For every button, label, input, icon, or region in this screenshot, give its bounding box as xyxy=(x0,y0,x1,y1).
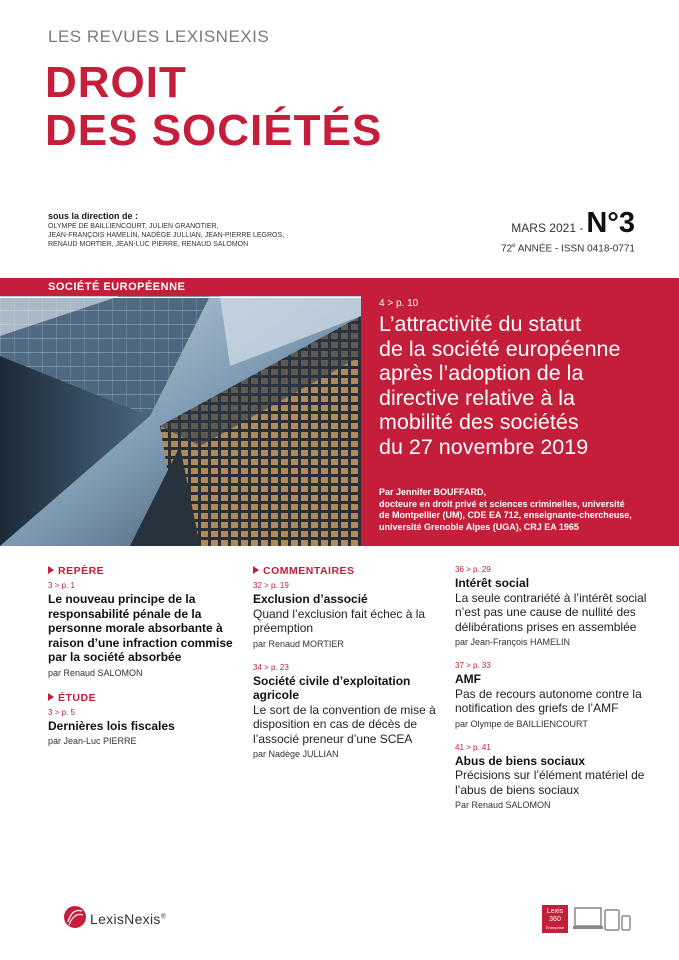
page-ref: 41 > p. 41 xyxy=(455,742,491,752)
item-heading: AMF xyxy=(455,672,481,686)
cover-photo xyxy=(0,296,361,546)
badge-line: Entreprise xyxy=(545,925,565,930)
toc-item[interactable] xyxy=(253,581,443,649)
year-superscript: e xyxy=(512,243,516,249)
item-heading: Abus de biens sociaux xyxy=(455,753,586,768)
devices-graphic xyxy=(573,906,633,932)
item-description: La seule contrariété à l’intérêt social n’est pas une cause de nullité des délibérations prises en assemblée xyxy=(455,590,647,634)
feature-title-line: de la société européenne xyxy=(379,336,621,361)
page-ref: 3 > p. 5 xyxy=(48,707,75,717)
triangle-bullet-icon xyxy=(48,693,54,701)
skyscrapers-image xyxy=(0,296,361,546)
year-number: 72 xyxy=(501,243,513,255)
item-description: Précisions sur l’élément matériel de l’abus de biens sociaux xyxy=(455,768,645,797)
author-line: docteure en droit privé et sciences criminelles, université xyxy=(379,498,625,509)
item-heading: Société civile d’exploitation agricole xyxy=(253,673,411,702)
year-rest: ANNÉE - ISSN 0418-0771 xyxy=(515,243,635,255)
journal-title-line1: DROIT xyxy=(45,58,187,107)
editors-list xyxy=(48,222,298,249)
item-heading: Dernières lois fiscales xyxy=(48,718,175,733)
author-line: de Montpellier (UM), CDE EA 712, enseignante-chercheuse, xyxy=(379,510,632,520)
page-ref: 3 > p. 1 xyxy=(48,581,75,590)
issue-number: N°3 xyxy=(586,207,635,239)
devices-icon xyxy=(573,906,633,937)
item-description: Quand l’exclusion fait échec à la préemption xyxy=(253,606,426,635)
item-author: Par Renaud SALOMON xyxy=(455,800,551,810)
item-author: par Renaud MORTIER xyxy=(253,638,344,649)
triangle-bullet-icon xyxy=(48,566,54,574)
page-ref: 34 > p. 23 xyxy=(253,662,289,672)
category-etude xyxy=(48,692,238,704)
category-commentaires xyxy=(253,565,443,577)
toc-item[interactable] xyxy=(455,565,655,647)
item-description: Pas de recours autonome contre la notification des griefs de l’AMF xyxy=(455,686,642,715)
toc-item[interactable] xyxy=(455,743,655,811)
badge-line: Lexis xyxy=(546,908,564,915)
triangle-bullet-icon xyxy=(253,566,259,574)
toc-item[interactable] xyxy=(455,661,655,729)
feature-page-ref[interactable]: 4 > p. 10 xyxy=(379,298,419,309)
column-middle xyxy=(253,565,443,773)
item-author: par Jean-Luc PIERRE xyxy=(48,736,137,746)
item-description: Le sort de la convention de mise à disposition en cas de décès de l’associé preneur d’une SCEA xyxy=(253,702,436,746)
lexis360-badge xyxy=(542,905,568,933)
feature-title[interactable] xyxy=(379,312,669,459)
item-author: par Renaud SALOMON xyxy=(48,667,143,678)
item-heading: Le nouveau principe de la responsabilité pénale de la personne morale absorbante à raison d’une infraction commise par la société absorbée xyxy=(48,592,233,664)
author-line: Par Jennifer BOUFFARD, xyxy=(379,487,487,497)
item-author: par Nadège JULLIAN xyxy=(253,749,339,759)
page-ref: 36 > p. 29 xyxy=(455,565,491,574)
toc-item[interactable] xyxy=(253,663,443,760)
feature-title-line: directive relative à la xyxy=(379,385,575,410)
column-right xyxy=(455,565,655,824)
author-line: université Grenoble Alpes (UGA), CRJ EA 1965 xyxy=(379,521,579,532)
journal-title-line2: DES SOCIÉTÉS xyxy=(45,106,383,155)
lexisnexis-emblem xyxy=(63,904,87,930)
category-label: COMMENTAIRES xyxy=(263,565,355,577)
feature-title-line: L’attractivité du statut xyxy=(379,312,581,336)
category-repere xyxy=(48,565,238,577)
direction-label: sous la direction de : xyxy=(48,211,139,221)
badge-line: 360 xyxy=(549,916,561,923)
publisher-name xyxy=(90,911,166,927)
item-heading: Intérêt social xyxy=(455,576,530,590)
toc-item[interactable] xyxy=(48,708,238,747)
item-heading: Exclusion d’associé xyxy=(253,592,368,606)
editors-line: JEAN-FRANÇOIS HAMELIN, NADÈGE JULLIAN, JEAN-PIERRE LEGROS, xyxy=(48,232,285,239)
page-ref: 37 > p. 33 xyxy=(455,661,491,670)
feature-title-line: mobilité des sociétés xyxy=(379,410,579,434)
item-author: par Olympe de BAILLIENCOURT xyxy=(455,718,588,729)
lexisnexis-logo-icon xyxy=(63,904,87,935)
registered-mark: ® xyxy=(160,913,167,921)
column-left xyxy=(48,565,238,760)
item-author: par Jean-François HAMELIN xyxy=(455,637,571,647)
feature-author xyxy=(379,487,664,533)
page-ref: 32 > p. 19 xyxy=(253,581,289,590)
series-name: LES REVUES LEXISNEXIS xyxy=(48,27,270,46)
issue-year-issn xyxy=(501,243,635,254)
toc-item[interactable] xyxy=(48,581,238,678)
editors-line: OLYMPE DE BAILLIENCOURT, JULIEN GRANOTIER, xyxy=(48,223,219,230)
editors-line: RENAUD MORTIER, JEAN-LUC PIERRE, RENAUD SALOMON xyxy=(48,241,249,248)
category-label: REPÈRE xyxy=(58,565,105,577)
issue-date: MARS 2021 - xyxy=(511,221,584,235)
feature-title-line: après l’adoption de la xyxy=(379,361,584,385)
logo-text: LexisNexis xyxy=(90,911,161,927)
section-label: SOCIÉTÉ EUROPÉENNE xyxy=(48,281,186,293)
feature-title-line: du 27 novembre 2019 xyxy=(379,434,589,459)
issue-info xyxy=(511,207,635,240)
section-divider xyxy=(0,297,361,298)
category-label: ÉTUDE xyxy=(58,691,97,704)
